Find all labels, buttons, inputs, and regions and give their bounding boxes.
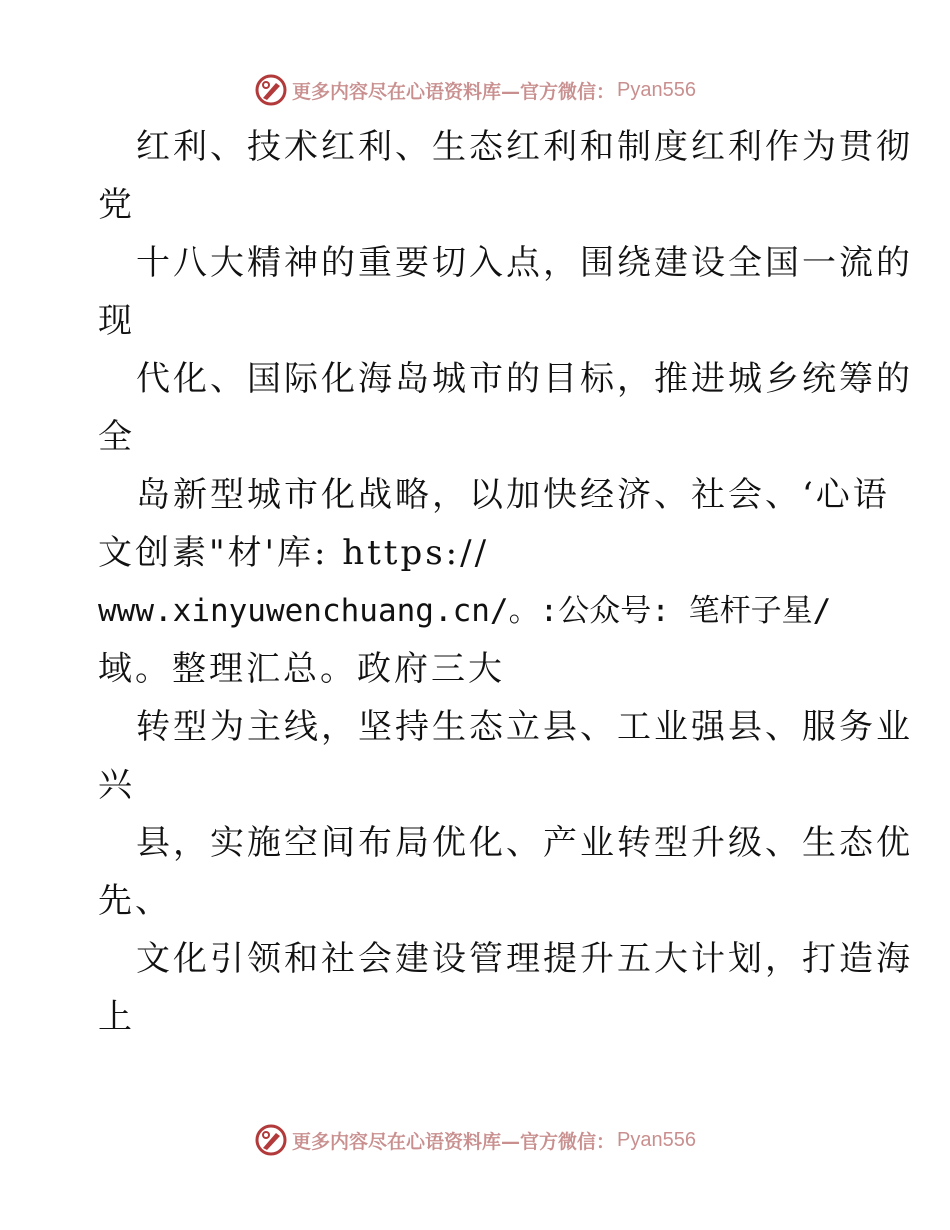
text-line: 县，实施空间布局优化、产业转型升级、生态优 <box>136 823 913 863</box>
pen-logo-icon <box>254 73 288 107</box>
text-line: 红利、技术红利、生态红利和制度红利作为贯彻 <box>136 127 913 167</box>
header-banner-text: 更多内容尽在心语资料库—官方微信： <box>292 80 616 103</box>
text-line: 兴 <box>98 765 135 805</box>
text-line: 全 <box>98 417 135 457</box>
footer-watermark-banner <box>0 1120 950 1160</box>
header-banner-wechat-id: Pyan556 <box>617 78 696 101</box>
text-line: 域。整理汇总。政府三大 <box>98 649 505 689</box>
text-line: 十八大精神的重要切入点，围绕建设全国一流的 <box>136 243 913 283</box>
text-line: 现 <box>98 301 135 341</box>
text-line-url: www.xinyuwenchuang.cn/。:公众号: 笔杆子星/ <box>98 593 832 629</box>
text-line: 代化、国际化海岛城市的目标，推进城乡统筹的 <box>136 359 913 399</box>
pen-logo-icon <box>254 1123 288 1157</box>
text-line: 上 <box>98 997 135 1037</box>
text-line: 转型为主线，坚持生态立县、工业强县、服务业 <box>136 707 913 747</box>
footer-banner-text: 更多内容尽在心语资料库—官方微信： <box>292 1130 616 1153</box>
document-body <box>98 118 913 1046</box>
text-line: 党 <box>98 185 135 225</box>
text-line: 先、 <box>98 881 172 921</box>
text-line: 文化引领和社会建设管理提升五大计划，打造海 <box>136 939 913 979</box>
text-line: 岛新型城市化战略，以加快经济、社会、‘心语 <box>136 475 890 515</box>
footer-banner-wechat-id: Pyan556 <box>617 1128 696 1151</box>
header-watermark-banner <box>0 70 950 110</box>
text-line: 文创素"材'库: https:// <box>98 533 490 573</box>
